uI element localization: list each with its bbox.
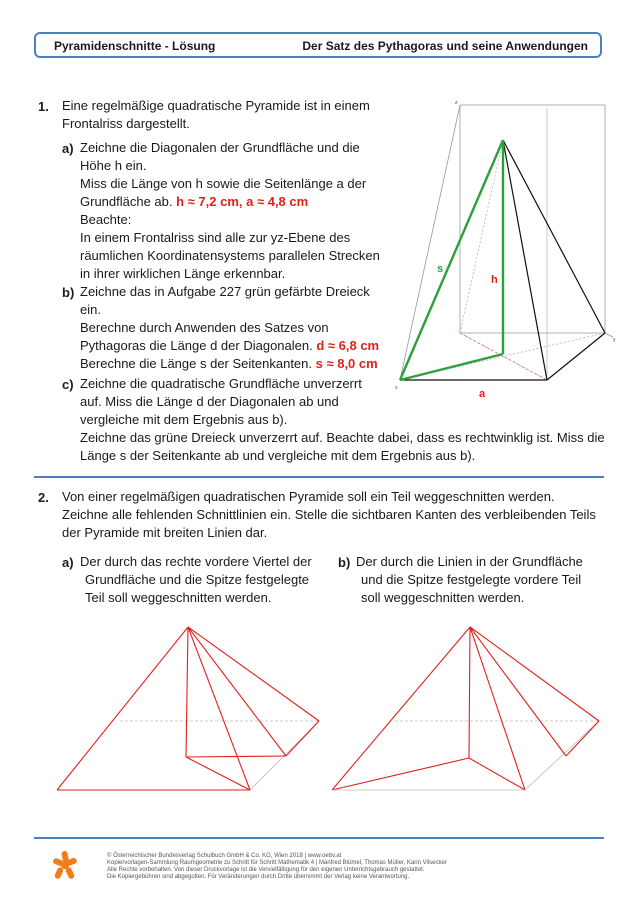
- publisher-logo-icon: [52, 850, 78, 880]
- task2-intro-2: Zeichne alle fehlenden Schnittlinien ein. Stelle die sichtbaren Kanten des verbleibenden Teils: [62, 507, 596, 522]
- task1b-line-5: Berechne die Länge s der Seitenkanten. s ≈ 8,0 cm: [80, 356, 378, 371]
- task1-intro-1: Eine regelmäßige quadratische Pyramide ist in einem: [62, 98, 370, 113]
- task1a-note-3: räumlichen Koordinatensystems parallelen Strecken: [80, 248, 380, 263]
- task1b-line-1: Zeichne das in Aufgabe 227 grün gefärbte Dreieck: [80, 284, 370, 299]
- label-h: h: [491, 274, 498, 286]
- header-box: [34, 32, 602, 58]
- task2b-line-2: und die Spitze festgelegte vordere Teil: [361, 572, 582, 587]
- task2a-label: a): [62, 555, 74, 570]
- task2a-line-3: Teil soll weggeschnitten werden.: [85, 590, 272, 605]
- section-divider: [34, 476, 604, 478]
- task1b-line-3: Berechne durch Anwenden des Satzes von: [80, 320, 329, 335]
- copyright-footer: © Österreichischer Bundesverlag Schulbuch GmbH & Co. KG, Wien 2018 | www.oebv.at Kopiervorlagen-Sammlung Raumgeometrie zu Schritt für Schritt Mathematik 4 | Manfred Blümel, Thomas Müller, Karin Vilsecker Alle Rechte vorbehalten. Von dieser Druckvorlage ist die Vervielfältigung für den eigenen Unterrichtsgebrauch gestattet. Die Kopiergebühren sind abgegolten. Für Veränderungen durch Dritte übernimmt der Verlag keine Verantwortung.: [107, 853, 447, 880]
- task1c-line-1: Zeichne die quadratische Grundfläche unverzerrt: [80, 376, 362, 391]
- task1c-line-4: Zeichne das grüne Dreieck unverzerrt auf. Beachte dabei, dass es rechtwinklig ist. Miss die: [80, 430, 605, 445]
- task1a-note-4: in ihrer wirklichen Länge erkennbar.: [80, 266, 286, 281]
- task1a-note-1: Beachte:: [80, 212, 132, 227]
- label-a: a: [479, 388, 486, 400]
- task1b-line-4: Pythagoras die Länge d der Diagonalen. d ≈ 6,8 cm: [80, 338, 380, 353]
- task1c-label: c): [62, 377, 74, 392]
- task1c-line-2: auf. Miss die Länge d der Diagonalen ab und: [80, 394, 339, 409]
- task2b-label: b): [338, 555, 351, 570]
- task1b-line-2: ein.: [80, 302, 101, 317]
- worksheet-topic: Der Satz des Pythagoras und seine Anwendungen: [302, 39, 588, 53]
- task1c-line-5: Länge s der Seitenkante ab und vergleiche mit dem Ergebnis aus b).: [80, 448, 476, 463]
- answer-d: d ≈ 6,8 cm: [316, 338, 380, 353]
- answer-h-a: h ≈ 7,2 cm, a ≈ 4,8 cm: [176, 194, 309, 209]
- task2b-line-3: soll weggeschnitten werden.: [361, 590, 525, 605]
- task2a-line-2: Grundfläche und die Spitze festgelegte: [85, 572, 310, 587]
- task2-intro-3: der Pyramide mit breiten Linien dar.: [62, 525, 268, 540]
- task1-number: 1.: [38, 99, 49, 114]
- task1-intro-2: Frontalriss dargestellt.: [62, 116, 190, 131]
- task1b-label: b): [62, 285, 75, 300]
- answer-s: s ≈ 8,0 cm: [315, 356, 378, 371]
- axis-z-label: z: [455, 100, 458, 106]
- task1a-line-2: Höhe h ein.: [80, 158, 147, 173]
- axis-x-label: x: [395, 385, 398, 391]
- pyramid-cut-figure-b: [325, 620, 605, 795]
- pyramid-cut-figure-a: [50, 620, 330, 795]
- task2b-line-1: Der durch die Linien in der Grundfläche: [356, 554, 583, 569]
- label-s: s: [437, 263, 444, 275]
- task1a-line-4: Grundfläche ab. h ≈ 7,2 cm, a ≈ 4,8 cm: [80, 194, 309, 209]
- task1a-note-2: In einem Frontalriss sind alle zur yz-Ebene des: [80, 230, 351, 245]
- task2a-line-1: Der durch das rechte vordere Viertel der: [80, 554, 312, 569]
- task2-number: 2.: [38, 490, 49, 505]
- pyramid-frontal-figure: [390, 98, 625, 408]
- task1a-line-3: Miss die Länge von h sowie die Seitenlänge a der: [80, 176, 367, 191]
- task1a-line-1: Zeichne die Diagonalen der Grundfläche und die: [80, 140, 360, 155]
- task1a-label: a): [62, 141, 74, 156]
- task1c-line-3: vergleiche mit dem Ergebnis aus b).: [80, 412, 288, 427]
- task2-intro-1: Von einer regelmäßigen quadratischen Pyramide soll ein Teil weggeschnitten werden.: [62, 489, 555, 504]
- worksheet-title: Pyramidenschnitte - Lösung: [54, 39, 216, 53]
- footer-divider: [34, 837, 604, 839]
- axis-y-label: y: [613, 337, 616, 343]
